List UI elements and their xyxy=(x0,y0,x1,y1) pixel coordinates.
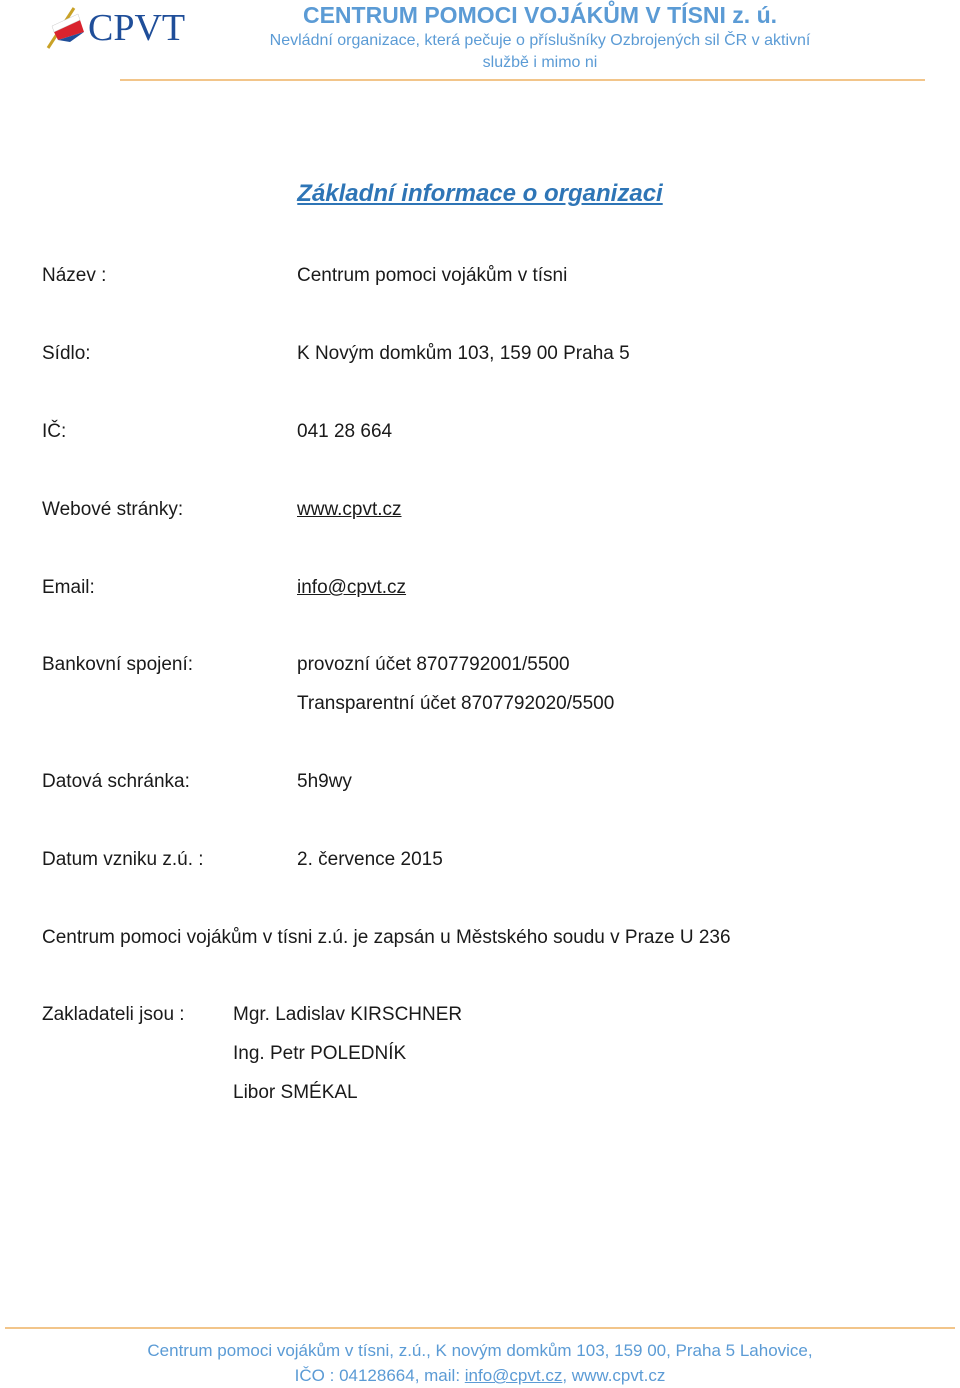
organization-subtitle: Nevládní organizace, která pečuje o příslušníky Ozbrojených sil ČR v aktivní službě i mimo ni xyxy=(269,32,811,71)
footer-web-link[interactable]: www.cpvt.cz xyxy=(571,1366,666,1385)
databox-value: 5h9wy xyxy=(297,771,352,792)
bank-transparent-account: Transparentní účet 8707792020/5500 xyxy=(297,693,615,714)
footer-separator: , xyxy=(562,1366,572,1385)
founded-value: 2. července 2015 xyxy=(297,849,443,870)
founder-item: Mgr. Ladislav KIRSCHNER xyxy=(233,1004,463,1025)
web-link[interactable]: www.cpvt.cz xyxy=(297,499,402,520)
seat-label: Sídlo: xyxy=(42,343,91,364)
founder-item: Ing. Petr POLEDNÍK xyxy=(233,1043,407,1064)
email-label: Email: xyxy=(42,577,95,598)
ic-label: IČ: xyxy=(42,421,67,442)
footer-email-link[interactable]: info@cpvt.cz xyxy=(464,1366,563,1385)
seat-value: K Novým domkům 103, 159 00 Praha 5 xyxy=(297,343,630,364)
web-label: Webové stránky: xyxy=(42,499,184,520)
cpvt-logo xyxy=(40,2,215,54)
founders-label: Zakladateli jsou : xyxy=(42,1004,185,1025)
name-value: Centrum pomoci vojákům v tísni xyxy=(297,265,568,286)
ic-value: 041 28 664 xyxy=(297,421,393,442)
organization-title: CENTRUM POMOCI VOJÁKŮM V TÍSNI z. ú. xyxy=(302,2,778,28)
email-link[interactable]: info@cpvt.cz xyxy=(297,577,407,598)
founded-label: Datum vzniku z.ú. : xyxy=(42,849,204,870)
footer-divider xyxy=(5,1327,955,1329)
registry-note: Centrum pomoci vojákům v tísni z.ú. je zapsán u Městského soudu v Praze U 236 xyxy=(42,927,731,948)
bank-label: Bankovní spojení: xyxy=(42,654,194,675)
name-label: Název : xyxy=(42,265,107,286)
bank-operating-account: provozní účet 8707792001/5500 xyxy=(297,654,570,675)
databox-label: Datová schránka: xyxy=(42,771,190,792)
founder-item: Libor SMÉKAL xyxy=(233,1082,358,1103)
footer-contact xyxy=(0,1365,960,1387)
page-heading: Základní informace o organizaci xyxy=(297,180,663,207)
header-divider xyxy=(120,79,925,81)
footer-address: Centrum pomoci vojákům v tísni, z.ú., K novým domkům 103, 159 00, Praha 5 Lahovice, xyxy=(147,1341,813,1360)
footer-ico-text: IČO : 04128664, mail: xyxy=(294,1366,465,1385)
svg-text:CPVT: CPVT xyxy=(88,7,186,49)
